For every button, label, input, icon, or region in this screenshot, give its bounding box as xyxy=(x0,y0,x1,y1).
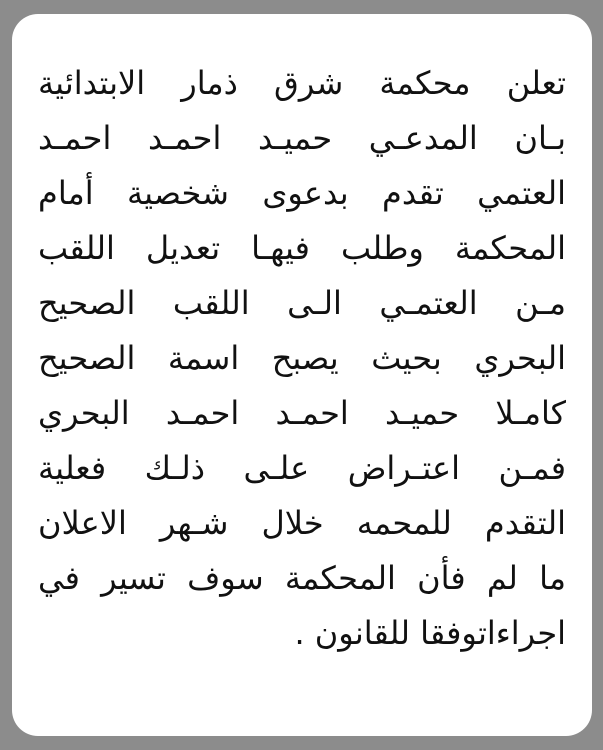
notice-line-3: العتمي تقدم بدعوى شخصية أمام xyxy=(38,174,566,212)
notice-line-8: فمـن اعتـراض علـى ذلـك فعلية xyxy=(38,449,566,487)
notice-line-1: تعلن محكمة شرق ذمار الابتدائية xyxy=(38,64,566,102)
notice-card xyxy=(12,14,592,736)
notice-line-2: بـان المدعـي حميـد احمـد احمـد xyxy=(38,119,566,157)
notice-line-9: التقدم للمحمه خلال شـهر الاعلان xyxy=(38,504,566,542)
notice-line-7: كامـلا حميـد احمـد احمـد البحري xyxy=(38,394,566,432)
notice-line-6: البحري بحيث يصبح اسمة الصحيح xyxy=(38,339,566,377)
notice-line-5: مـن العتمـي الـى اللقب الصحيح xyxy=(38,284,566,322)
notice-line-4: المحكمة وطلب فيهـا تعديل اللقب xyxy=(38,229,566,267)
notice-line-10: ما لم فأن المحكمة سوف تسير في xyxy=(38,559,566,597)
notice-line-11: اجراءاتوفقا للقانون . xyxy=(294,614,566,652)
